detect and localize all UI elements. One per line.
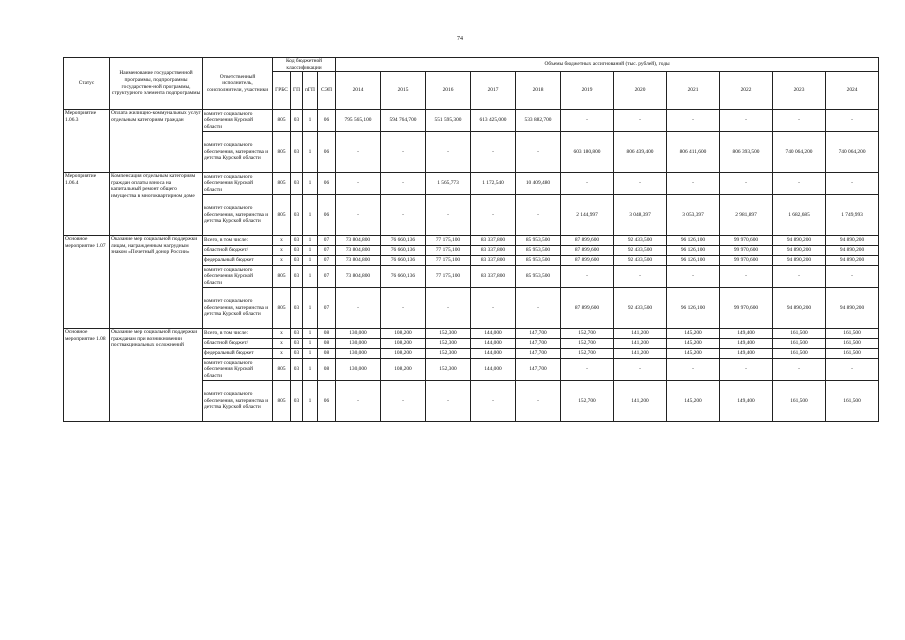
row-value-cell: - xyxy=(336,195,381,236)
row-value-cell: 99 970,600 xyxy=(720,236,773,246)
group-status: Мероприятие 1.06.4 xyxy=(64,173,110,236)
row-value-cell: - xyxy=(561,110,614,132)
row-value-cell: 73 804,800 xyxy=(336,266,381,288)
row-value-cell: 76 660,136 xyxy=(381,266,426,288)
row-value-cell: 94 890,200 xyxy=(826,246,879,256)
row-value-cell: 96 126,100 xyxy=(667,246,720,256)
row-value-cell: 76 660,136 xyxy=(381,256,426,266)
row-value-cell: 96 126,100 xyxy=(667,256,720,266)
row-code-cell: 805 xyxy=(273,195,291,236)
row-value-cell: 94 890,200 xyxy=(826,256,879,266)
row-code-cell: 06 xyxy=(318,132,336,173)
row-value-cell: 147,700 xyxy=(516,329,561,339)
row-value-cell: 77 175,100 xyxy=(426,266,471,288)
row-value-cell: 83 337,800 xyxy=(471,236,516,246)
group-status: Основное мероприятие 1.07 xyxy=(64,236,110,329)
row-value-cell: - xyxy=(826,110,879,132)
row-value-cell: 152,700 xyxy=(561,339,614,349)
row-code-cell: 07 xyxy=(318,288,336,329)
row-value-cell: - xyxy=(426,195,471,236)
row-code-cell: 03 xyxy=(291,246,303,256)
row-value-cell: - xyxy=(426,132,471,173)
row-value-cell: - xyxy=(826,266,879,288)
row-code-cell: х xyxy=(273,349,291,359)
row-value-cell: 594 764,700 xyxy=(381,110,426,132)
row-value-cell: 2 981,897 xyxy=(720,195,773,236)
row-value-cell: 77 175,100 xyxy=(426,236,471,246)
row-value-cell: 92 433,500 xyxy=(614,288,667,329)
header-year-2021: 2021 xyxy=(667,72,720,110)
row-value-cell: 141,200 xyxy=(614,329,667,339)
row-code-cell: 03 xyxy=(291,359,303,381)
row-code-cell: 08 xyxy=(318,329,336,339)
row-code-cell: 03 xyxy=(291,329,303,339)
row-value-cell: 108,200 xyxy=(381,359,426,381)
row-value-cell: 152,300 xyxy=(426,359,471,381)
header-year-2014: 2014 xyxy=(336,72,381,110)
row-executor: федеральный бюджет xyxy=(203,256,273,266)
row-value-cell: 77 175,100 xyxy=(426,246,471,256)
row-value-cell: - xyxy=(614,173,667,195)
row-value-cell: - xyxy=(720,110,773,132)
row-code-cell: 07 xyxy=(318,266,336,288)
row-code-cell: х xyxy=(273,256,291,266)
row-value-cell: 94 890,200 xyxy=(773,288,826,329)
row-value-cell: - xyxy=(826,173,879,195)
row-value-cell: - xyxy=(667,359,720,381)
header-year-2019: 2019 xyxy=(561,72,614,110)
row-code-cell: 805 xyxy=(273,288,291,329)
row-value-cell: 152,300 xyxy=(426,329,471,339)
row-value-cell: 533 882,700 xyxy=(516,110,561,132)
row-code-cell: 08 xyxy=(318,349,336,359)
row-executor: Всего, в том числе: xyxy=(203,329,273,339)
row-value-cell: 99 970,600 xyxy=(720,246,773,256)
row-code-cell: 06 xyxy=(318,381,336,422)
row-value-cell: 145,200 xyxy=(667,381,720,422)
row-code-cell: 1 xyxy=(303,110,318,132)
row-value-cell: 147,700 xyxy=(516,349,561,359)
row-value-cell: 92 433,500 xyxy=(614,246,667,256)
row-value-cell: 152,700 xyxy=(561,381,614,422)
row-value-cell: 161,500 xyxy=(826,339,879,349)
row-value-cell: 806 393,500 xyxy=(720,132,773,173)
row-value-cell: - xyxy=(561,173,614,195)
row-value-cell: 161,500 xyxy=(826,329,879,339)
row-value-cell: - xyxy=(471,195,516,236)
row-value-cell: 83 337,800 xyxy=(471,256,516,266)
row-value-cell: - xyxy=(381,195,426,236)
row-value-cell: - xyxy=(773,173,826,195)
row-value-cell: 161,500 xyxy=(773,381,826,422)
row-value-cell: - xyxy=(426,288,471,329)
header-year-2023: 2023 xyxy=(773,72,826,110)
row-value-cell: 73 804,800 xyxy=(336,246,381,256)
header-year-2024: 2024 xyxy=(826,72,879,110)
row-value-cell: 87 899,600 xyxy=(561,246,614,256)
row-value-cell: 144,000 xyxy=(471,339,516,349)
header-year-2015: 2015 xyxy=(381,72,426,110)
row-executor: Всего, в том числе: xyxy=(203,236,273,246)
row-value-cell: 144,000 xyxy=(471,359,516,381)
row-value-cell: 147,700 xyxy=(516,339,561,349)
row-code-cell: 08 xyxy=(318,359,336,381)
row-value-cell: 96 126,100 xyxy=(667,288,720,329)
group-name: Оказание мер социальной поддержки лицам, награжденным нагрудным знаком «Почетный донор России» xyxy=(110,236,203,329)
row-value-cell: 740 064,200 xyxy=(773,132,826,173)
budget-allocation-table xyxy=(63,57,879,422)
row-value-cell: 145,200 xyxy=(667,329,720,339)
header-status: Статус xyxy=(64,58,110,110)
row-executor: комитет социального обеспечения Курской области xyxy=(203,173,273,195)
header-volumes-group: Объемы бюджетных ассигнований (тыс. рублей), годы xyxy=(336,58,879,72)
group-status: Мероприятие 1.06.3 xyxy=(64,110,110,173)
row-code-cell: 08 xyxy=(318,339,336,349)
row-value-cell: - xyxy=(667,110,720,132)
row-value-cell: 144,000 xyxy=(471,349,516,359)
row-value-cell: 740 064,200 xyxy=(826,132,879,173)
table-row xyxy=(64,236,879,246)
row-value-cell: 130,000 xyxy=(336,359,381,381)
row-value-cell: 96 126,100 xyxy=(667,236,720,246)
row-executor: комитет социального обеспечения Курской области xyxy=(203,359,273,381)
group-status: Основное мероприятие 1.08 xyxy=(64,329,110,422)
row-value-cell: - xyxy=(826,359,879,381)
row-value-cell: - xyxy=(381,381,426,422)
row-code-cell: 03 xyxy=(291,381,303,422)
header-code-3: пГП xyxy=(303,72,318,110)
row-value-cell: 1 172,540 xyxy=(471,173,516,195)
row-code-cell: 805 xyxy=(273,110,291,132)
row-value-cell: 161,500 xyxy=(773,339,826,349)
row-value-cell: 149,400 xyxy=(720,349,773,359)
row-value-cell: 130,000 xyxy=(336,329,381,339)
row-value-cell: 3 053,397 xyxy=(667,195,720,236)
row-code-cell: 03 xyxy=(291,339,303,349)
row-value-cell: 76 660,136 xyxy=(381,236,426,246)
row-value-cell: 83 337,800 xyxy=(471,266,516,288)
row-executor: областной бюджет/ xyxy=(203,246,273,256)
row-value-cell: 161,500 xyxy=(826,381,879,422)
row-value-cell: 87 899,600 xyxy=(561,288,614,329)
row-code-cell: 1 xyxy=(303,349,318,359)
header-year-2017: 2017 xyxy=(471,72,516,110)
row-executor: комитет социального обеспечения, материнства и детства Курской области xyxy=(203,288,273,329)
row-value-cell: 77 175,100 xyxy=(426,256,471,266)
row-code-cell: 805 xyxy=(273,359,291,381)
row-code-cell: х xyxy=(273,339,291,349)
row-code-cell: 1 xyxy=(303,266,318,288)
row-code-cell: 03 xyxy=(291,266,303,288)
row-value-cell: - xyxy=(667,173,720,195)
row-executor: комитет социального обеспечения Курской области xyxy=(203,110,273,132)
row-code-cell: х xyxy=(273,246,291,256)
row-value-cell: - xyxy=(561,359,614,381)
row-code-cell: 06 xyxy=(318,110,336,132)
header-name: Наименование государственной программы, подпрограммы государствен-ной программы, структурного элемента подпрограммы xyxy=(110,58,203,110)
row-value-cell: 603 180,800 xyxy=(561,132,614,173)
row-value-cell: 99 970,600 xyxy=(720,288,773,329)
row-code-cell: 03 xyxy=(291,195,303,236)
row-value-cell: 141,200 xyxy=(614,339,667,349)
row-value-cell: 161,500 xyxy=(826,349,879,359)
row-value-cell: 85 953,500 xyxy=(516,236,561,246)
row-value-cell: 94 890,200 xyxy=(826,288,879,329)
row-value-cell: 613 425,000 xyxy=(471,110,516,132)
header-code-2: ГП xyxy=(291,72,303,110)
row-value-cell: - xyxy=(516,195,561,236)
row-code-cell: 07 xyxy=(318,236,336,246)
row-executor: федеральный бюджет xyxy=(203,349,273,359)
header-year-2016: 2016 xyxy=(426,72,471,110)
row-value-cell: - xyxy=(516,288,561,329)
row-value-cell: 85 953,500 xyxy=(516,266,561,288)
row-code-cell: 805 xyxy=(273,381,291,422)
group-name: Оплата жилищно-коммунальных услуг отдельным категориям граждан xyxy=(110,110,203,173)
row-value-cell: - xyxy=(773,110,826,132)
row-value-cell: 85 953,500 xyxy=(516,246,561,256)
row-value-cell: 1 682,685 xyxy=(773,195,826,236)
row-value-cell: 1 749,993 xyxy=(826,195,879,236)
row-value-cell: 141,200 xyxy=(614,349,667,359)
row-code-cell: 03 xyxy=(291,132,303,173)
row-executor: комитет социального обеспечения, материнства и детства Курской области xyxy=(203,132,273,173)
row-value-cell: - xyxy=(614,359,667,381)
row-code-cell: 03 xyxy=(291,110,303,132)
row-value-cell: 83 337,800 xyxy=(471,246,516,256)
row-value-cell: 806 439,400 xyxy=(614,132,667,173)
row-value-cell: 161,500 xyxy=(773,349,826,359)
row-value-cell: - xyxy=(720,173,773,195)
row-executor: комитет социального обеспечения, материнства и детства Курской области xyxy=(203,381,273,422)
row-code-cell: 1 xyxy=(303,359,318,381)
row-value-cell: - xyxy=(471,132,516,173)
row-code-cell: 07 xyxy=(318,256,336,266)
row-code-cell: 805 xyxy=(273,173,291,195)
header-year-2022: 2022 xyxy=(720,72,773,110)
row-value-cell: 152,700 xyxy=(561,329,614,339)
row-value-cell: 149,400 xyxy=(720,339,773,349)
row-value-cell: - xyxy=(516,132,561,173)
row-value-cell: - xyxy=(720,359,773,381)
row-code-cell: 06 xyxy=(318,195,336,236)
row-value-cell: - xyxy=(381,132,426,173)
row-code-cell: 1 xyxy=(303,329,318,339)
row-value-cell: 141,200 xyxy=(614,381,667,422)
row-code-cell: 03 xyxy=(291,256,303,266)
row-value-cell: 73 804,800 xyxy=(336,236,381,246)
row-code-cell: 03 xyxy=(291,173,303,195)
row-value-cell: 94 890,200 xyxy=(773,236,826,246)
row-code-cell: 03 xyxy=(291,236,303,246)
row-value-cell: - xyxy=(336,288,381,329)
row-value-cell: - xyxy=(773,266,826,288)
row-value-cell: 152,700 xyxy=(561,349,614,359)
row-value-cell: - xyxy=(336,132,381,173)
row-value-cell: 130,000 xyxy=(336,339,381,349)
row-value-cell: 147,700 xyxy=(516,359,561,381)
row-value-cell: 87 899,600 xyxy=(561,236,614,246)
row-code-cell: 1 xyxy=(303,132,318,173)
row-value-cell: - xyxy=(561,266,614,288)
row-value-cell: 99 970,600 xyxy=(720,256,773,266)
row-value-cell: 149,400 xyxy=(720,329,773,339)
row-value-cell: - xyxy=(426,381,471,422)
row-value-cell: 130,000 xyxy=(336,349,381,359)
row-executor: комитет социального обеспечения Курской области xyxy=(203,266,273,288)
row-value-cell: - xyxy=(667,266,720,288)
row-code-cell: 03 xyxy=(291,288,303,329)
row-value-cell: - xyxy=(773,359,826,381)
row-value-cell: 551 595,300 xyxy=(426,110,471,132)
row-value-cell: 152,300 xyxy=(426,349,471,359)
row-value-cell: - xyxy=(516,381,561,422)
row-value-cell: 108,200 xyxy=(381,349,426,359)
header-year-2018: 2018 xyxy=(516,72,561,110)
row-value-cell: 92 433,500 xyxy=(614,256,667,266)
row-value-cell: 73 804,800 xyxy=(336,256,381,266)
row-value-cell: 3 048,397 xyxy=(614,195,667,236)
row-value-cell: - xyxy=(614,266,667,288)
row-value-cell: 144,000 xyxy=(471,329,516,339)
row-code-cell: 805 xyxy=(273,132,291,173)
row-value-cell: - xyxy=(720,266,773,288)
row-value-cell: 10 409,480 xyxy=(516,173,561,195)
row-code-cell: 1 xyxy=(303,246,318,256)
row-executor: комитет социального обеспечения, материнства и детства Курской области xyxy=(203,195,273,236)
page-number: 74 xyxy=(457,36,463,42)
row-value-cell: 92 433,500 xyxy=(614,236,667,246)
row-value-cell: 94 890,200 xyxy=(826,236,879,246)
row-value-cell: 108,200 xyxy=(381,339,426,349)
row-value-cell: 806 411,600 xyxy=(667,132,720,173)
row-code-cell: 06 xyxy=(318,173,336,195)
header-code-1: ГРБС xyxy=(273,72,291,110)
row-code-cell: 805 xyxy=(273,266,291,288)
row-value-cell: 76 660,136 xyxy=(381,246,426,256)
row-code-cell: 1 xyxy=(303,381,318,422)
row-value-cell: 108,200 xyxy=(381,329,426,339)
row-value-cell: 94 890,200 xyxy=(773,256,826,266)
row-code-cell: 1 xyxy=(303,236,318,246)
row-value-cell: - xyxy=(381,173,426,195)
row-value-cell: - xyxy=(471,288,516,329)
group-name: Компенсация отдельным категориям граждан оплаты взноса на капитальный ремонт общего имущества в многоквартирном доме xyxy=(110,173,203,236)
row-value-cell: 87 899,600 xyxy=(561,256,614,266)
row-code-cell: 1 xyxy=(303,256,318,266)
row-value-cell: 2 144,997 xyxy=(561,195,614,236)
row-code-cell: х xyxy=(273,329,291,339)
header-code-group: Код бюджетной классификации xyxy=(273,58,336,72)
row-value-cell: 161,500 xyxy=(773,329,826,339)
row-code-cell: 1 xyxy=(303,339,318,349)
row-value-cell: - xyxy=(471,381,516,422)
row-value-cell: 795 565,100 xyxy=(336,110,381,132)
table-row xyxy=(64,329,879,339)
table-row xyxy=(64,173,879,195)
row-code-cell: х xyxy=(273,236,291,246)
table-row xyxy=(64,110,879,132)
group-name: Оказание мер социальной поддержки гражданам при возникновении поствакцинальных осложнений xyxy=(110,329,203,422)
row-value-cell: 145,200 xyxy=(667,349,720,359)
row-code-cell: 1 xyxy=(303,195,318,236)
row-value-cell: - xyxy=(336,173,381,195)
row-value-cell: 94 890,200 xyxy=(773,246,826,256)
row-value-cell: 1 565,773 xyxy=(426,173,471,195)
row-code-cell: 1 xyxy=(303,288,318,329)
row-value-cell: 145,200 xyxy=(667,339,720,349)
header-executor: Ответственный исполнитель, соисполнители, участники xyxy=(203,58,273,110)
row-value-cell: - xyxy=(336,381,381,422)
header-year-2020: 2020 xyxy=(614,72,667,110)
row-value-cell: - xyxy=(614,110,667,132)
row-value-cell: 152,300 xyxy=(426,339,471,349)
row-executor: областной бюджет/ xyxy=(203,339,273,349)
row-code-cell: 07 xyxy=(318,246,336,256)
row-value-cell: - xyxy=(381,288,426,329)
row-code-cell: 03 xyxy=(291,349,303,359)
row-code-cell: 1 xyxy=(303,173,318,195)
row-value-cell: 85 953,500 xyxy=(516,256,561,266)
row-value-cell: 149,400 xyxy=(720,381,773,422)
header-code-4: СЭП xyxy=(318,72,336,110)
